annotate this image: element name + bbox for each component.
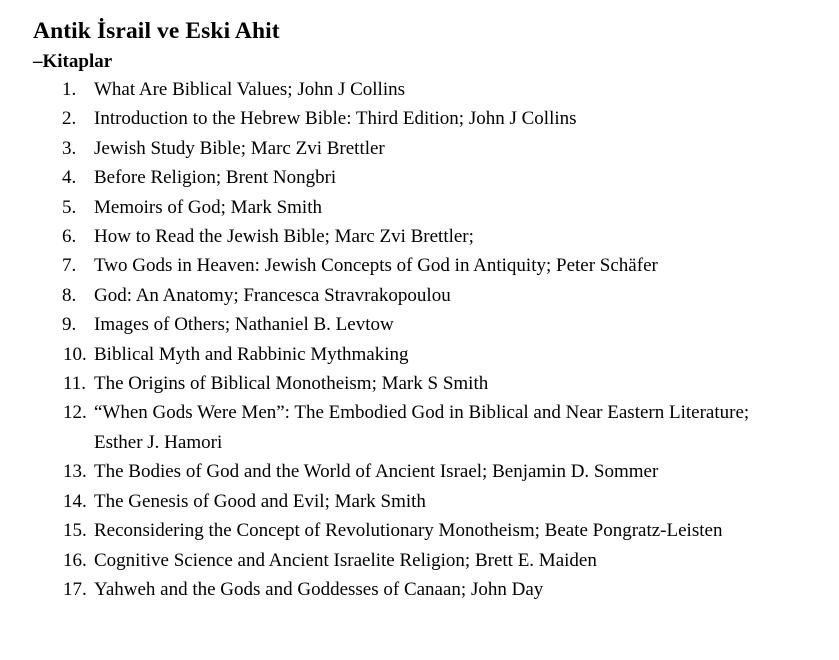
list-item-number: 4.	[62, 167, 77, 189]
list-item-number: 3.	[62, 137, 77, 159]
list-item	[33, 457, 823, 486]
list-item	[33, 487, 823, 516]
list-item	[33, 251, 823, 280]
list-item	[33, 369, 823, 398]
list-item	[33, 134, 823, 163]
list-item-text: Yahweh and the Gods and Goddesses of Canaan; John Day	[94, 578, 544, 600]
list-item-number: 2.	[62, 108, 77, 130]
list-item-number: 15.	[63, 520, 87, 542]
list-item-number: 5.	[62, 196, 77, 218]
list-item	[33, 281, 823, 310]
list-item	[33, 516, 823, 545]
list-item-text: The Genesis of Good and Evil; Mark Smith	[94, 490, 426, 512]
list-item-text: Biblical Myth and Rabbinic Mythmaking	[94, 343, 409, 365]
list-item-number: 8.	[62, 284, 77, 306]
list-item-text: Introduction to the Hebrew Bible: Third Edition; John J Collins	[94, 108, 577, 130]
list-item	[33, 163, 823, 192]
list-item-text: Two Gods in Heaven: Jewish Concepts of God in Antiquity; Peter Schäfer	[94, 255, 658, 277]
list-item-text: How to Read the Jewish Bible; Marc Zvi Brettler;	[94, 226, 474, 248]
list-item-text: “When Gods Were Men”: The Embodied God in Biblical and Near Eastern Literature; Esther J. Hamori	[94, 402, 750, 453]
list-item	[33, 310, 823, 339]
list-item-text: Images of Others; Nathaniel B. Levtow	[94, 314, 394, 336]
list-item-number: 7.	[62, 255, 77, 277]
list-item-number: 12.	[63, 402, 87, 424]
book-list	[33, 75, 823, 604]
list-item-number: 11.	[63, 373, 87, 395]
list-item-number: 6.	[62, 226, 77, 248]
list-item	[33, 104, 823, 133]
list-item	[33, 398, 823, 457]
list-item-number: 13.	[63, 461, 87, 483]
list-item-number: 1.	[62, 79, 77, 100]
list-item-text: Jewish Study Bible; Marc Zvi Brettler	[94, 137, 385, 159]
list-item-number: 14.	[63, 490, 87, 512]
list-item	[33, 340, 823, 369]
list-item-text: The Bodies of God and the World of Ancient Israel; Benjamin D. Sommer	[94, 461, 659, 483]
list-item	[33, 575, 823, 604]
list-item	[33, 193, 823, 222]
list-item-text: God: An Anatomy; Francesca Stravrakopoulou	[94, 284, 451, 306]
section-heading: –Kitaplar	[33, 51, 113, 72]
list-item-text: The Origins of Biblical Monotheism; Mark S Smith	[94, 373, 489, 395]
list-item-text: Cognitive Science and Ancient Israelite Religion; Brett E. Maiden	[94, 549, 597, 571]
list-item-text: Memoirs of God; Mark Smith	[94, 196, 322, 218]
page-title: Antik İsrail ve Eski Ahit	[33, 18, 280, 44]
list-item-text: Reconsidering the Concept of Revolutionary Monotheism; Beate Pongratz-Leisten	[94, 520, 723, 542]
document-body	[33, 16, 823, 604]
list-item-number: 16.	[63, 549, 87, 571]
list-item-number: 17.	[63, 578, 87, 600]
list-item	[33, 222, 823, 251]
list-item-text: What Are Biblical Values; John J Collins	[94, 79, 406, 100]
list-item-number: 9.	[62, 314, 77, 336]
list-item-text: Before Religion; Brent Nongbri	[94, 167, 337, 189]
list-item	[33, 75, 823, 104]
list-item	[33, 546, 823, 575]
list-item-number: 10.	[63, 343, 87, 365]
